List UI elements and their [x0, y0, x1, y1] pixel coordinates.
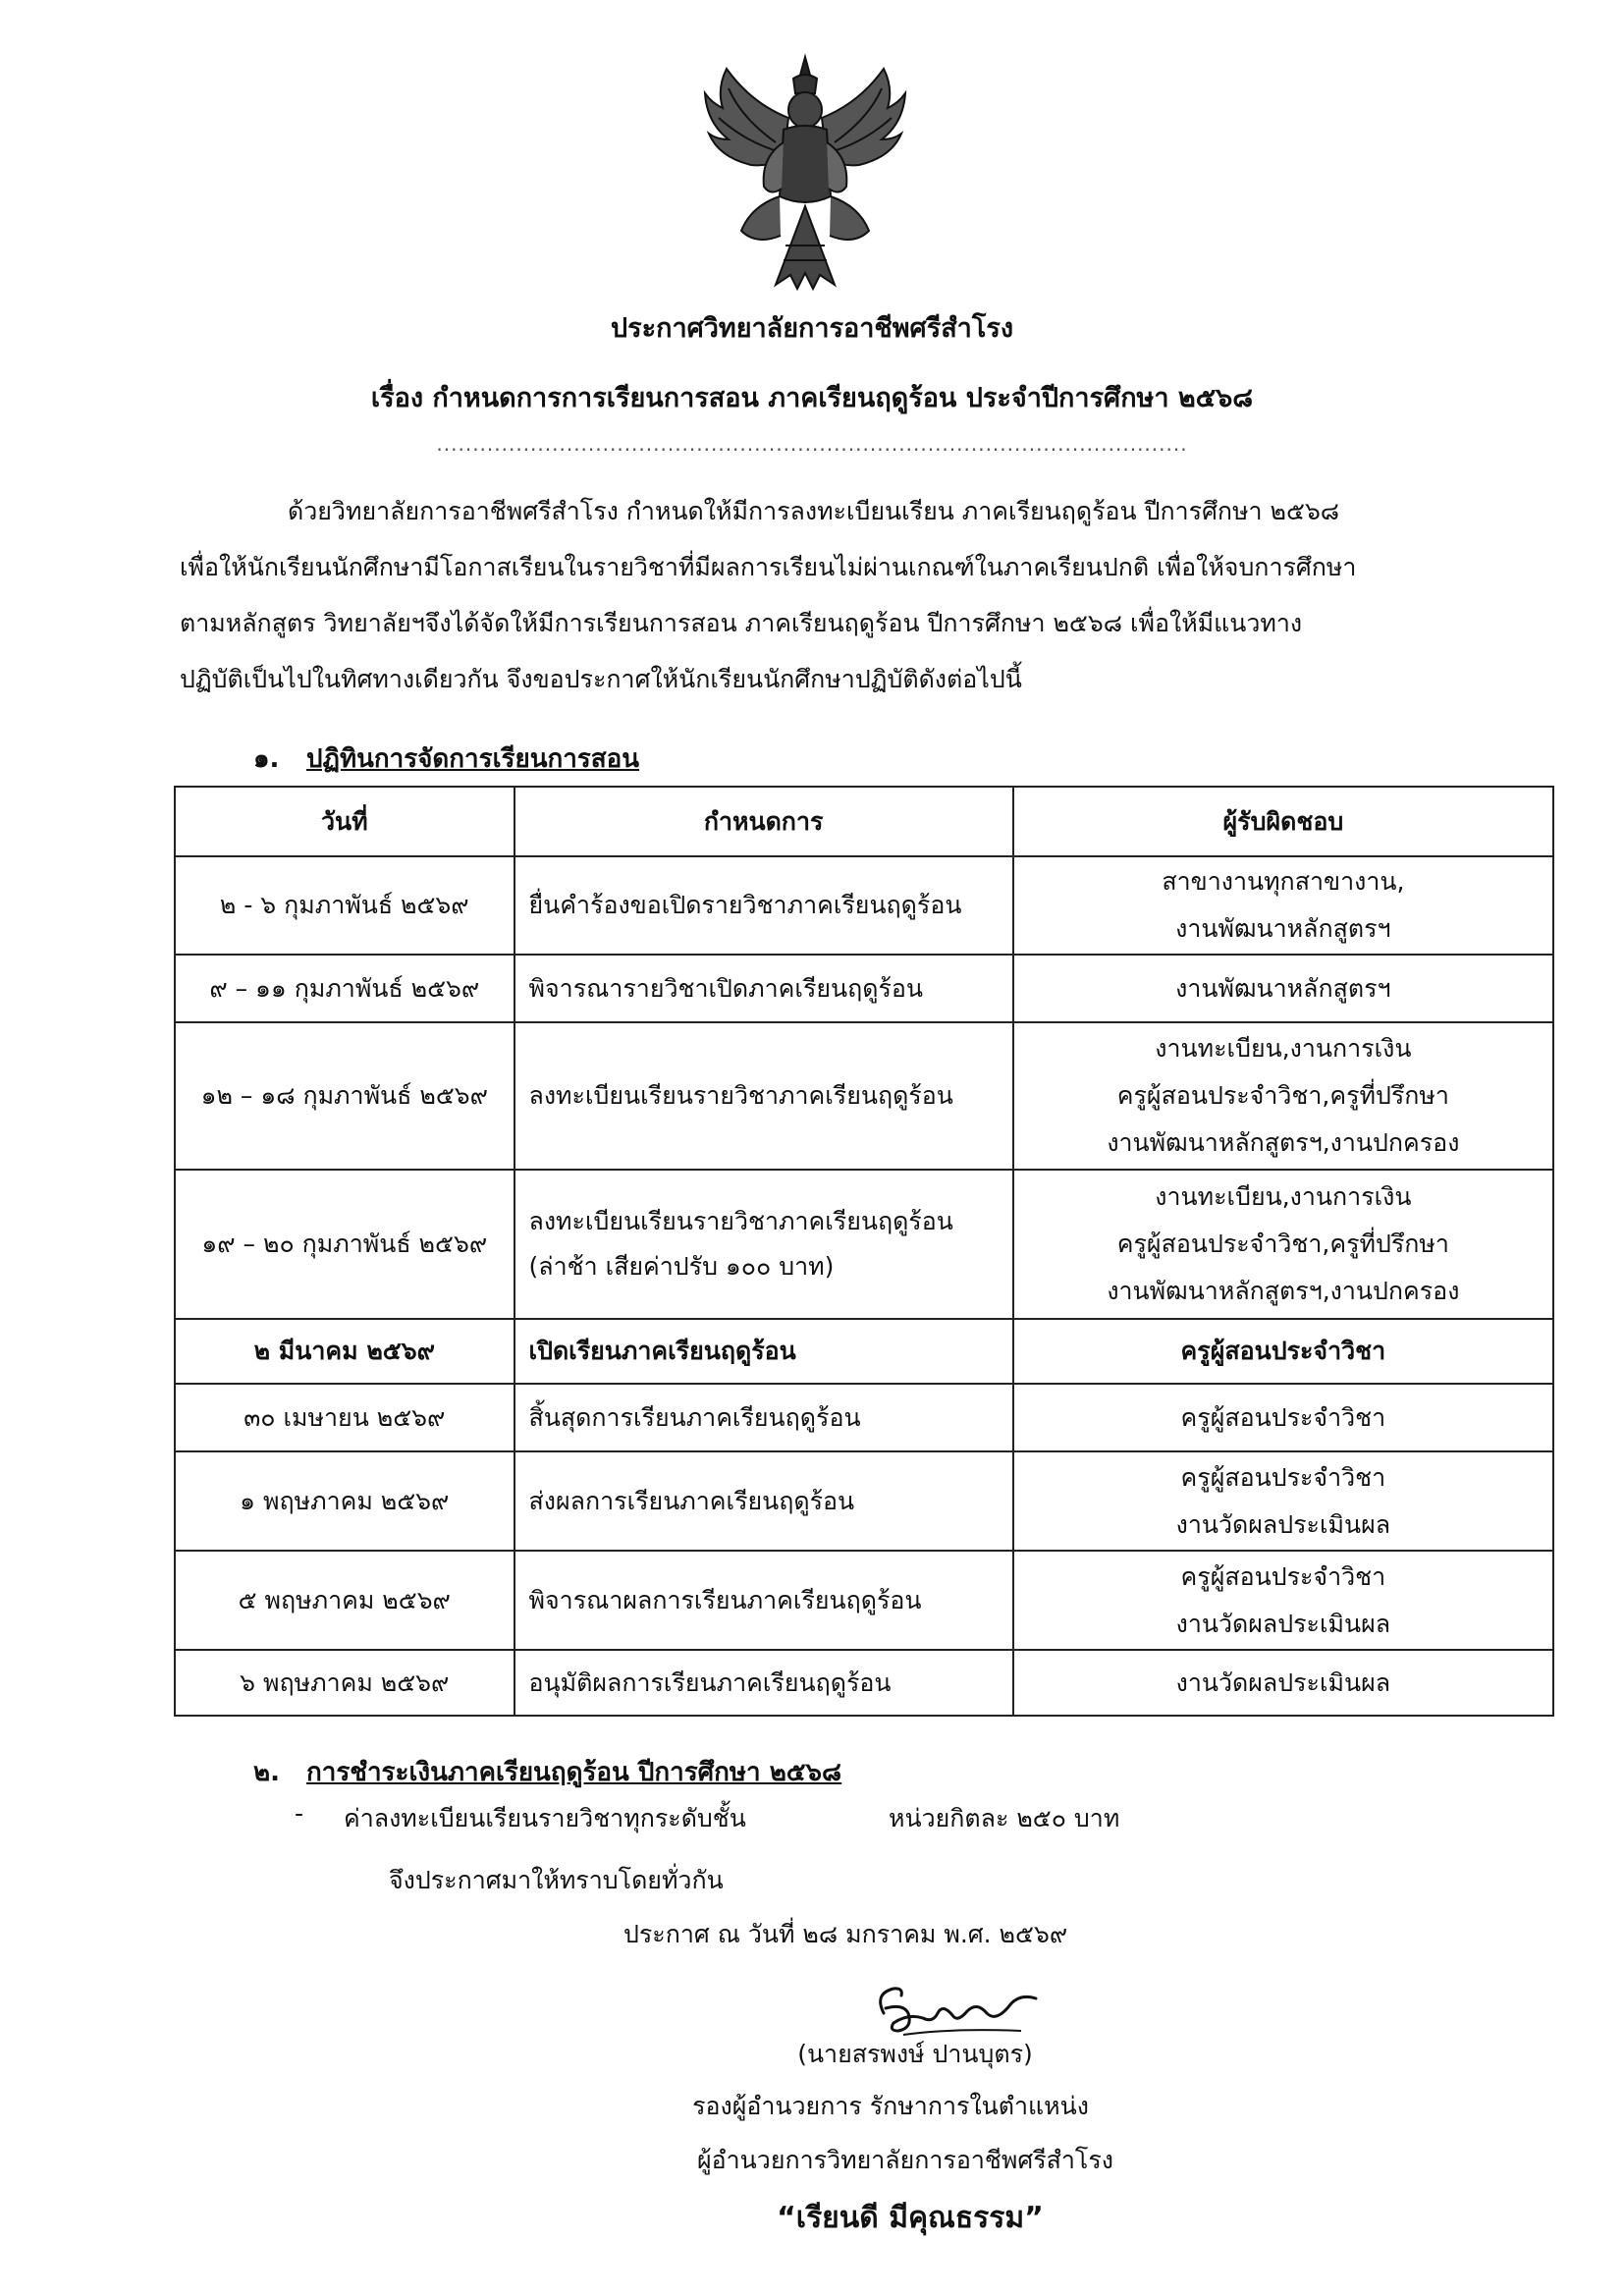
- cell-task: [514, 955, 1013, 1022]
- announcement-date: ประกาศ ณ วันที่ ๒๘ มกราคม พ.ศ. ๒๕๖๙: [623, 1920, 1068, 1948]
- cell-task: [514, 856, 1013, 955]
- cell-task: [514, 1384, 1013, 1451]
- cell-task: [514, 1319, 1013, 1384]
- table-row: [175, 1451, 1553, 1551]
- cell-date: ๓๐ เมษายน ๒๕๖๙: [175, 1384, 514, 1451]
- cell-responsible: [1013, 1319, 1553, 1384]
- resp-line: งานวัดผลประเมินผล: [1175, 1509, 1391, 1539]
- cell-task: [514, 1170, 1013, 1319]
- cell-responsible: [1013, 1170, 1553, 1319]
- resp-line: ครูผู้สอนประจำวิชา,ครูที่ปรึกษา: [1116, 1081, 1449, 1110]
- intro-line: ปฏิบัติเป็นไปในทิศทางเดียวกัน จึงขอประกาศให้นักเรียนนักศึกษาปฏิบัติดังต่อไปนี้: [180, 665, 1022, 693]
- cell-task: [514, 1551, 1013, 1650]
- column-header-responsible: ผู้รับผิดชอบ: [1013, 787, 1553, 856]
- table-row: [175, 1022, 1553, 1170]
- section-number: ๒.: [253, 1758, 281, 1787]
- cell-date: ๑๒ – ๑๘ กุมภาพันธ์ ๒๕๖๙: [175, 1022, 514, 1170]
- section-1-heading: [253, 738, 639, 779]
- cell-responsible: [1013, 1650, 1553, 1716]
- cell-responsible: [1013, 1384, 1553, 1451]
- section-2-heading: [253, 1752, 841, 1792]
- resp-line: งานทะเบียน,งานการเงิน: [1155, 1182, 1412, 1211]
- cell-task: [514, 1451, 1013, 1551]
- fee-amount: หน่วยกิตละ ๒๕๐ บาท: [889, 1804, 1120, 1832]
- resp-line: ครูผู้สอนประจำวิชา: [1180, 1462, 1386, 1492]
- garuda-emblem-icon: [658, 49, 952, 295]
- signer-name: (นายสรพงษ์ ปานบุตร): [797, 2040, 1033, 2068]
- table-row: [175, 1650, 1553, 1716]
- resp-line: งานพัฒนาหลักสูตรฯ,งานปกครอง: [1107, 1277, 1460, 1305]
- task-line: พิจารณาผลการเรียนภาคเรียนฤดูร้อน: [528, 1585, 922, 1614]
- section-number: ๑.: [253, 744, 280, 774]
- intro-line: เพื่อให้นักเรียนนักศึกษามีโอกาสเรียนในรายวิชาที่มีผลการเรียนไม่ผ่านเกณฑ์ในภาคเรียนปกติ เพื่อให้จบการศึกษา: [180, 553, 1357, 581]
- closing-text: จึงประกาศมาให้ทราบโดยทั่วกัน: [389, 1866, 724, 1894]
- college-motto: “เรียนดี มีคุณธรรม”: [777, 2201, 1044, 2235]
- table-row: [175, 1551, 1553, 1650]
- task-line: (ล่าช้า เสียค่าปรับ ๑๐๐ บาท): [528, 1252, 835, 1281]
- cell-date: ๕ พฤษภาคม ๒๕๖๙: [175, 1551, 514, 1650]
- cell-responsible: [1013, 955, 1553, 1022]
- schedule-table: [174, 786, 1554, 1717]
- task-line: เปิดเรียนภาคเรียนฤดูร้อน: [528, 1337, 796, 1365]
- cell-responsible: [1013, 856, 1553, 955]
- resp-line: ครูผู้สอนประจำวิชา: [1180, 1337, 1386, 1365]
- announcement-subject: เรื่อง กำหนดการการเรียนการสอน ภาคเรียนฤดูร้อน ประจำปีการศึกษา ๒๕๖๘: [370, 383, 1254, 413]
- cell-task: [514, 1022, 1013, 1170]
- signer-position: รองผู้อำนวยการ รักษาการในตำแหน่ง: [692, 2092, 1089, 2120]
- task-line: พิจารณารายวิชาเปิดภาคเรียนฤดูร้อน: [528, 973, 924, 1003]
- cell-responsible: [1013, 1022, 1553, 1170]
- task-line: ลงทะเบียนเรียนรายวิชาภาคเรียนฤดูร้อน: [528, 1207, 953, 1235]
- intro-paragraph: [180, 483, 1495, 707]
- resp-line: งานวัดผลประเมินผล: [1175, 1609, 1391, 1638]
- column-header-date: วันที่: [175, 787, 514, 856]
- table-row: [175, 955, 1553, 1022]
- task-line: อนุมัติผลการเรียนภาคเรียนฤดูร้อน: [528, 1667, 892, 1697]
- table-row: [175, 856, 1553, 955]
- intro-line: ตามหลักสูตร วิทยาลัยฯจึงได้จัดให้มีการเรียนการสอน ภาคเรียนฤดูร้อน ปีการศึกษา ๒๕๖๘ เพื่อให้มีแนวทาง: [180, 609, 1303, 637]
- handwritten-signature-icon: [864, 1974, 1051, 2043]
- resp-line: งานพัฒนาหลักสูตรฯ: [1175, 973, 1391, 1003]
- resp-line: งานพัฒนาหลักสูตรฯ: [1175, 914, 1391, 943]
- section-title: การชำระเงินภาคเรียนฤดูร้อน ปีการศึกษา ๒๕๖๘: [306, 1758, 842, 1787]
- column-header-task: กำหนดการ: [514, 787, 1013, 856]
- cell-responsible: [1013, 1551, 1553, 1650]
- resp-line: ครูผู้สอนประจำวิชา: [1180, 1561, 1386, 1591]
- cell-date: ๒ - ๖ กุมภาพันธ์ ๒๕๖๙: [175, 856, 514, 955]
- announcement-title: ประกาศวิทยาลัยการอาชีพศรีสำโรง: [610, 313, 1014, 344]
- resp-line: งานทะเบียน,งานการเงิน: [1155, 1034, 1412, 1063]
- resp-line: งานพัฒนาหลักสูตรฯ,งานปกครอง: [1107, 1128, 1460, 1157]
- table-row: [175, 1319, 1553, 1384]
- cell-date: ๒ มีนาคม ๒๕๖๙: [175, 1319, 514, 1384]
- task-line: ส่งผลการเรียนภาคเรียนฤดูร้อน: [528, 1486, 855, 1515]
- cell-date: ๖ พฤษภาคม ๒๕๖๙: [175, 1650, 514, 1716]
- fee-bullet: -: [295, 1799, 304, 1828]
- table-row: [175, 1170, 1553, 1319]
- task-line: ลงทะเบียนเรียนรายวิชาภาคเรียนฤดูร้อน: [528, 1081, 953, 1110]
- signer-position: ผู้อำนวยการวิทยาลัยการอาชีพศรีสำโรง: [696, 2146, 1113, 2174]
- cell-responsible: [1013, 1451, 1553, 1551]
- resp-line: งานวัดผลประเมินผล: [1175, 1667, 1391, 1697]
- intro-line: ด้วยวิทยาลัยการอาชีพศรีสำโรง กำหนดให้มีการลงทะเบียนเรียน ภาคเรียนฤดูร้อน ปีการศึกษา ๒๕๖๘: [288, 497, 1340, 525]
- cell-date: ๑๙ – ๒๐ กุมภาพันธ์ ๒๕๖๙: [175, 1170, 514, 1319]
- dotted-divider: ........................................................................................................: [436, 432, 1188, 456]
- task-line: ยื่นคำร้องขอเปิดรายวิชาภาคเรียนฤดูร้อน: [528, 891, 962, 919]
- task-line: สิ้นสุดการเรียนภาคเรียนฤดูร้อน: [528, 1402, 861, 1432]
- table-row: [175, 1384, 1553, 1451]
- cell-task: [514, 1650, 1013, 1716]
- resp-line: สาขางานทุกสาขางาน,: [1162, 867, 1405, 896]
- cell-date: ๙ – ๑๑ กุมภาพันธ์ ๒๕๖๙: [175, 955, 514, 1022]
- section-title: ปฏิทินการจัดการเรียนการสอน: [306, 744, 640, 774]
- resp-line: ครูผู้สอนประจำวิชา,ครูที่ปรึกษา: [1116, 1230, 1449, 1258]
- cell-date: ๑ พฤษภาคม ๒๕๖๙: [175, 1451, 514, 1551]
- resp-line: ครูผู้สอนประจำวิชา: [1180, 1402, 1386, 1432]
- fee-item: ค่าลงทะเบียนเรียนรายวิชาทุกระดับชั้น: [344, 1804, 746, 1832]
- table-header-row: [175, 787, 1553, 856]
